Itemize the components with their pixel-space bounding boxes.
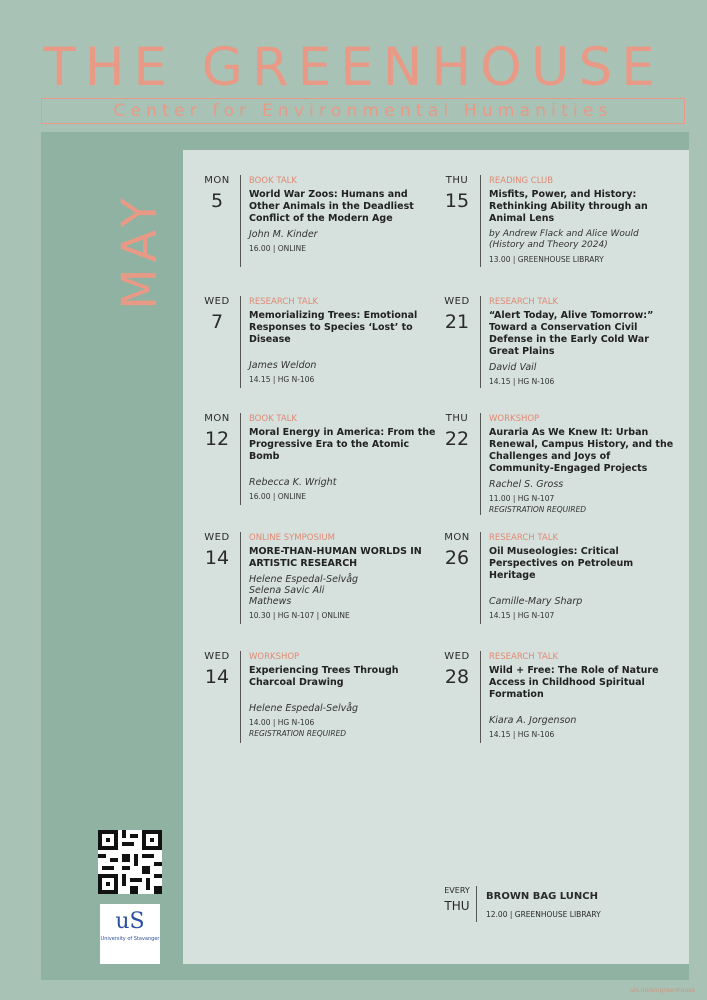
- event-category: RESEARCH TALK: [249, 297, 319, 307]
- event-speaker: by Andrew Flack and Alice Would (History and Theory 2024): [489, 229, 639, 250]
- event-category: ONLINE SYMPOSIUM: [249, 533, 335, 543]
- event-weekday: WED: [204, 296, 230, 307]
- event-title: Oil Museologies: Critical Perspectives on Petroleum Heritage: [489, 546, 634, 581]
- event-date: 21: [444, 311, 470, 333]
- qr-code-graphic: [98, 830, 162, 894]
- event-weekday: MON: [204, 175, 230, 186]
- event-category: READING CLUB: [489, 176, 554, 186]
- event-weekday: MON: [444, 532, 470, 543]
- event-details: [240, 296, 437, 388]
- event-weekday: WED: [204, 651, 230, 662]
- event-title: Experiencing Trees Through Charcoal Drawing: [249, 665, 399, 688]
- event-details: [240, 532, 437, 624]
- event-date: 22: [444, 428, 470, 450]
- event-weekday: MON: [204, 413, 230, 424]
- qr-code-icon[interactable]: [98, 830, 162, 894]
- event-details: [480, 413, 677, 515]
- page-subtitle: Center for Environmental Humanities: [41, 98, 685, 124]
- recurrence-label: EVERY: [444, 886, 470, 895]
- event-category: WORKSHOP: [489, 414, 540, 424]
- event-speaker: John M. Kinder: [249, 229, 318, 240]
- event-title: “Alert Today, Alive Tomorrow:” Toward a Conservation Civil Defense in the Early Cold War Great Plains: [489, 310, 654, 357]
- event-details: [240, 651, 437, 743]
- event-date: 14: [204, 547, 230, 569]
- event-speaker: Rebecca K. Wright: [249, 477, 337, 488]
- event-speaker: Rachel S. Gross: [489, 479, 564, 490]
- event-time: 16.00 | ONLINE: [249, 492, 307, 501]
- event-details: [480, 651, 677, 743]
- event-time: 10.30 | HG N-107 | ONLINE: [249, 611, 350, 620]
- month-label: [110, 192, 170, 310]
- event-title: Wild + Free: The Role of Nature Access in Childhood Spiritual Formation: [489, 665, 659, 700]
- event-date: 7: [210, 311, 224, 333]
- month-text: MAY: [112, 192, 168, 310]
- brown-bag-details: [476, 886, 666, 922]
- event-title: Auraria As We Knew It: Urban Renewal, Campus History, and the Challenges and Joys of Community-Engaged Projects: [489, 427, 674, 474]
- event-title: Memorializing Trees: Emotional Responses to Species ‘Lost’ to Disease: [249, 310, 418, 345]
- event-category: RESEARCH TALK: [489, 533, 559, 543]
- event-title: World War Zoos: Humans and Other Animals in the Deadliest Conflict of the Modern Age: [249, 189, 414, 224]
- event-date: 26: [444, 547, 470, 569]
- event-date: 5: [210, 190, 224, 212]
- event-date: 14: [204, 666, 230, 688]
- event-date: 28: [444, 666, 470, 688]
- footer-link[interactable]: uis.no/en/greenhouse: [630, 987, 695, 994]
- event-weekday: WED: [444, 296, 470, 307]
- event-speaker: Helene Espedal-Selvåg: [249, 703, 359, 714]
- event-weekday: WED: [444, 651, 470, 662]
- logo-mark: uS: [115, 909, 145, 934]
- event-details: [480, 175, 677, 267]
- event-weekday: THU: [445, 413, 469, 424]
- event-date: 15: [444, 190, 470, 212]
- event-category: BOOK TALK: [249, 414, 297, 424]
- event-details: [480, 296, 677, 388]
- event-time: 14.15 | HG N-107: [489, 611, 555, 620]
- page-title: THE GREENHOUSE: [43, 37, 664, 98]
- event-details: [240, 413, 437, 505]
- event-time: 11.00 | HG N-107: [489, 494, 555, 503]
- event-category: RESEARCH TALK: [489, 652, 559, 662]
- event-note: REGISTRATION REQUIRED: [489, 505, 587, 514]
- event-time: 14.00 | HG N-106: [249, 718, 315, 727]
- brown-bag-title: BROWN BAG LUNCH: [486, 891, 598, 902]
- event-title: Misfits, Power, and History: Rethinking Ability through an Animal Lens: [489, 189, 648, 224]
- event-category: WORKSHOP: [249, 652, 300, 662]
- event-category: RESEARCH TALK: [489, 297, 559, 307]
- logo-text: University of Stavanger: [100, 936, 160, 942]
- event-speaker: Camille-Mary Sharp: [489, 596, 583, 607]
- event-speaker: David Vail: [489, 362, 537, 373]
- event-time: 14.15 | HG N-106: [489, 730, 555, 739]
- event-date: 12: [204, 428, 230, 450]
- recurrence-day: THU: [444, 899, 470, 913]
- event-time: 16.00 | ONLINE: [249, 244, 307, 253]
- event-weekday: WED: [204, 532, 230, 543]
- event-time: 14.15 | HG N-106: [489, 377, 555, 386]
- event-title: Moral Energy in America: From the Progressive Era to the Atomic Bomb: [249, 427, 436, 462]
- event-time: 14.15 | HG N-106: [249, 375, 315, 384]
- event-speaker: Helene Espedal-Selvåg Selena Savic Ali Mathews: [249, 574, 359, 607]
- university-logo: [100, 904, 160, 964]
- event-note: REGISTRATION REQUIRED: [249, 729, 347, 738]
- event-weekday: THU: [445, 175, 469, 186]
- event-speaker: James Weldon: [249, 360, 317, 371]
- brown-bag-time: 12.00 | GREENHOUSE LIBRARY: [486, 910, 601, 919]
- event-category: BOOK TALK: [249, 176, 297, 186]
- event-details: [240, 175, 437, 267]
- event-time: 13.00 | GREENHOUSE LIBRARY: [489, 255, 604, 264]
- event-details: [480, 532, 677, 624]
- event-title: MORE-THAN-HUMAN WORLDS IN ARTISTIC RESEARCH: [249, 546, 422, 569]
- event-speaker: Kiara A. Jorgenson: [489, 715, 577, 726]
